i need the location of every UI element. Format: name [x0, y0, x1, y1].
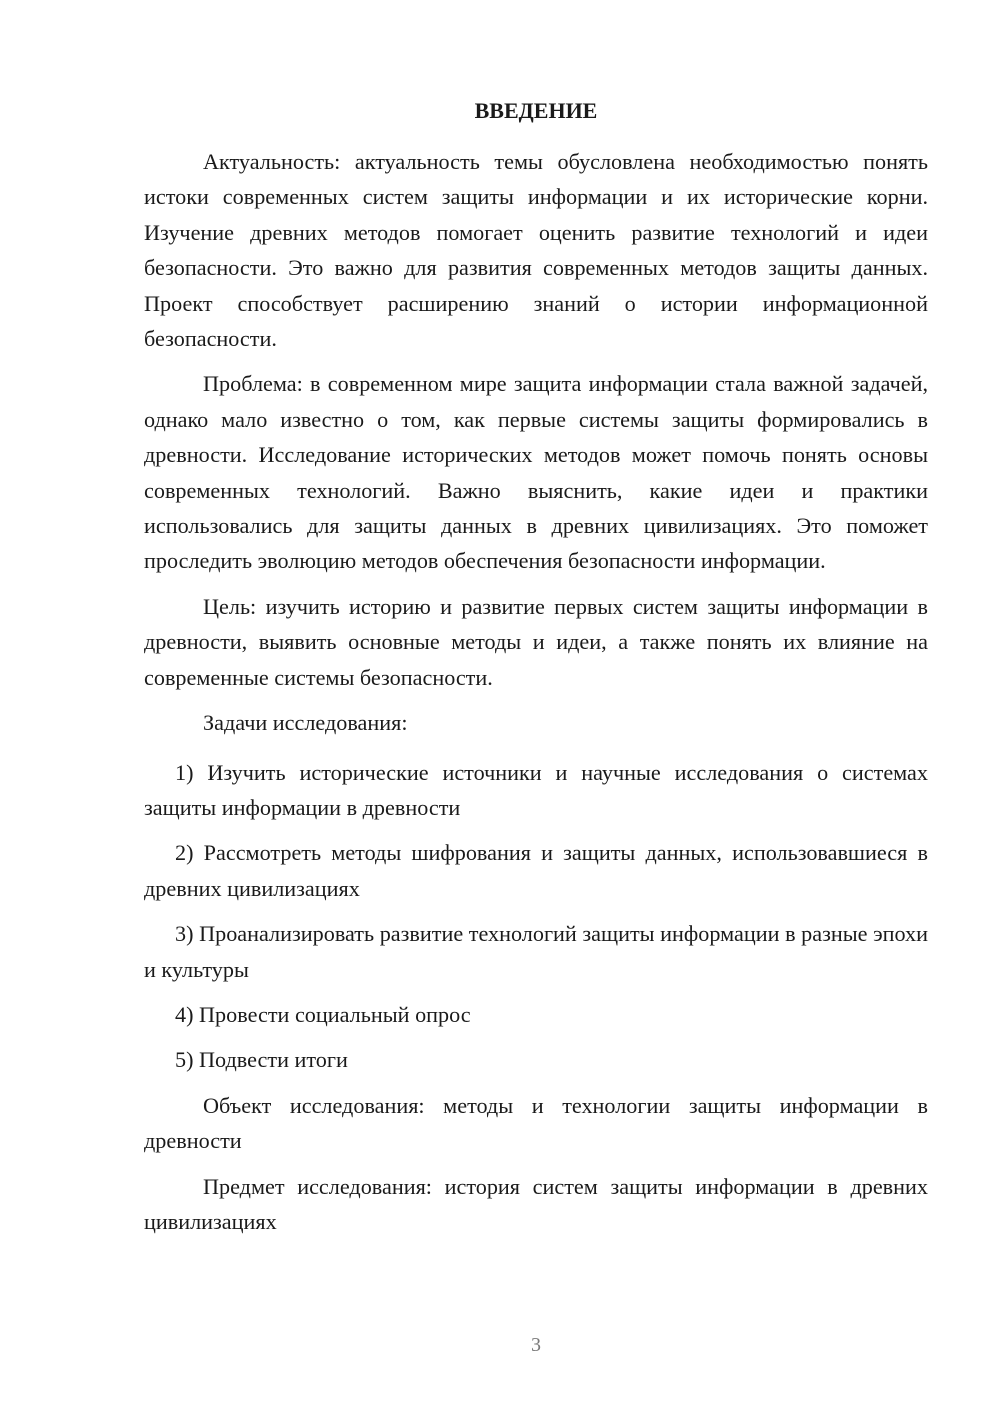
page-title: ВВЕДЕНИЕ — [474, 98, 598, 123]
tasks-list — [144, 755, 928, 1078]
tasks-heading: Задачи исследования: — [203, 710, 408, 736]
list-item: 3) Проанализировать развитие технологий защиты информации в разные эпохи и культуры — [144, 921, 928, 982]
list-item: 1) Изучить исторические источники и научные исследования о системах защиты информации в древности — [144, 759, 928, 820]
problem-paragraph: Проблема: в современном мире защита информации стала важной задачей, однако мало известно о том, как первые системы защиты формировались в древности. Исследование исторических методов может помочь понять основы современных технологий. Важно выяснить, какие идеи и практики использовались для защиты данных в древних цивилизациях. Это поможет проследить эволюцию методов обеспечения безопасности информации. — [144, 371, 928, 574]
relevance-paragraph: Актуальность: актуальность темы обусловлена необходимостью понять истоки современных систем защиты информации и их исторические корни. Изучение древних методов помогает оценить развитие технологий и идеи безопасности. Это важно для развития современных методов защиты данных. Проект способствует расширению знаний о истории информационной безопасности. — [144, 149, 928, 352]
list-item: 2) Рассмотреть методы шифрования и защиты данных, использовавшиеся в древних цивилизациях — [144, 840, 928, 901]
subject-paragraph: Предмет исследования: история систем защиты информации в древних цивилизациях — [144, 1173, 928, 1234]
document-page — [144, 96, 928, 1249]
list-item: 5) Подвести итоги — [175, 1047, 348, 1073]
list-item: 4) Провести социальный опрос — [175, 1001, 471, 1027]
object-paragraph: Объект исследования: методы и технологии защиты информации в древности — [144, 1092, 928, 1154]
goal-paragraph: Цель: изучить историю и развитие первых систем защиты информации в древности, выявить основные методы и идеи, а также понять их влияние на современные системы безопасности. — [144, 593, 928, 690]
page-number: 3 — [531, 1334, 541, 1356]
